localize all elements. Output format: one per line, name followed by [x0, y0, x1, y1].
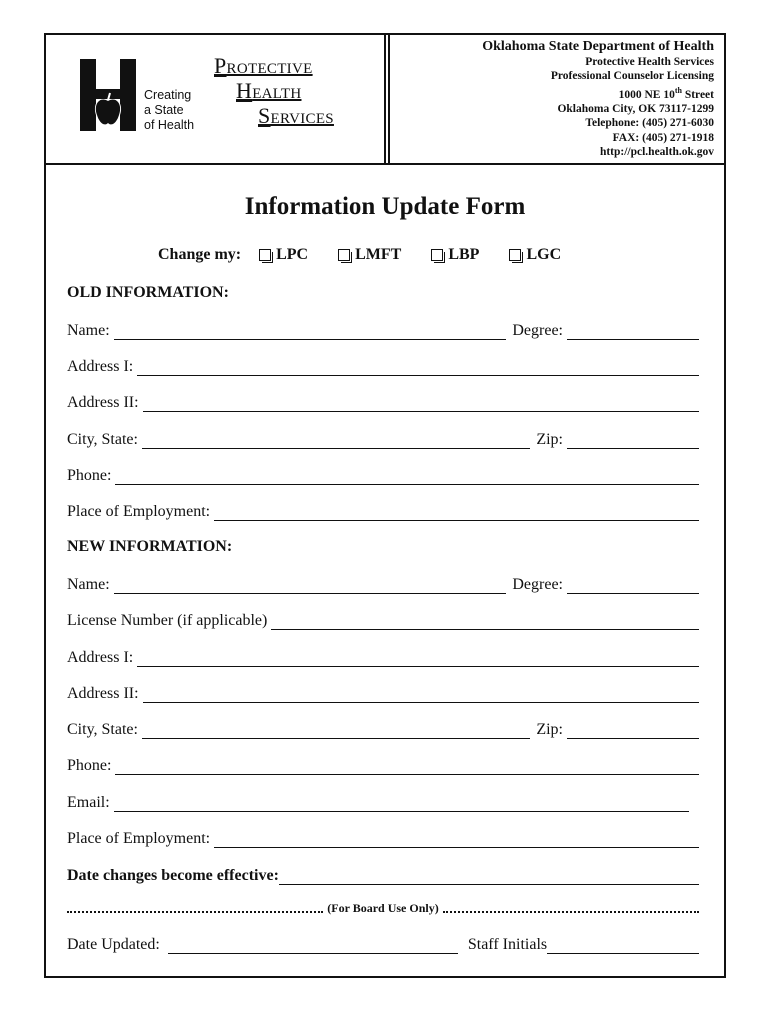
lpc-checkbox[interactable]	[259, 249, 271, 261]
new-email-input[interactable]	[114, 795, 689, 812]
change-my-label: Change my:	[158, 246, 242, 263]
option-lgc[interactable]: LGC	[509, 246, 561, 264]
street-address: 1000 NE 10th Street	[618, 85, 714, 101]
effective-date-row: Date changes become effective:	[67, 863, 699, 885]
old-degree-input[interactable]	[567, 323, 699, 340]
old-address1-row: Address I:	[67, 354, 699, 376]
service-word-health: HEALTH	[236, 78, 302, 103]
old-information-heading: OLD INFORMATION:	[67, 284, 229, 301]
lgc-checkbox[interactable]	[509, 249, 521, 261]
old-name-input[interactable]	[114, 323, 507, 340]
old-phone-row: Phone:	[67, 463, 699, 485]
dotted-rule-right	[443, 905, 699, 913]
effective-date-input[interactable]	[279, 868, 699, 885]
letterhead	[46, 35, 724, 165]
website-link[interactable]: http://pcl.health.ok.gov	[599, 146, 714, 159]
city-address: Oklahoma City, OK 73117-1299	[557, 103, 714, 116]
board-use-row: Date Updated: Staff Initials	[67, 932, 699, 954]
service-word-services: SERVICES	[258, 103, 334, 128]
license-type-selector	[158, 246, 591, 264]
new-employment-input[interactable]	[214, 831, 699, 848]
letterhead-logo-panel	[46, 35, 386, 163]
new-license-row: License Number (if applicable)	[67, 608, 699, 630]
old-address2-row: Address II:	[67, 390, 699, 412]
new-employment-row: Place of Employment:	[67, 826, 699, 848]
health-h-logo-icon	[80, 59, 136, 131]
new-zip-input[interactable]	[567, 722, 699, 739]
tagline-line-1: Creating	[144, 88, 192, 102]
date-updated-input[interactable]	[168, 937, 458, 954]
division-name: Protective Health Services	[585, 56, 714, 68]
service-word-protective: PROTECTIVE	[214, 53, 313, 78]
board-use-label: (For Board Use Only)	[327, 901, 439, 915]
program-name: Professional Counselor Licensing	[550, 70, 714, 83]
new-degree-input[interactable]	[567, 577, 699, 594]
new-name-input[interactable]	[114, 577, 507, 594]
new-address1-row: Address I:	[67, 645, 699, 667]
new-city-row: City, State: Zip:	[67, 717, 699, 739]
lmft-checkbox[interactable]	[338, 249, 350, 261]
new-city-state-input[interactable]	[142, 722, 530, 739]
tagline-line-2: a State	[144, 103, 184, 117]
telephone: Telephone: (405) 271-6030	[585, 117, 714, 130]
option-lbp[interactable]: LBP	[431, 246, 479, 264]
agency-name: Oklahoma State Department of Health	[482, 39, 714, 54]
new-email-row: Email:	[67, 790, 689, 812]
new-address2-row: Address II:	[67, 681, 699, 703]
old-name-row: Name: Degree:	[67, 318, 699, 340]
board-use-divider	[67, 901, 699, 916]
old-city-row: City, State: Zip:	[67, 427, 699, 449]
staff-initials-input[interactable]	[547, 937, 699, 954]
form-title: Information Update Form	[244, 193, 526, 220]
old-zip-input[interactable]	[567, 432, 699, 449]
new-information-heading: NEW INFORMATION:	[67, 538, 233, 555]
logo-tagline	[144, 88, 194, 133]
option-lmft[interactable]: LMFT	[338, 246, 401, 264]
old-address1-input[interactable]	[137, 359, 699, 376]
new-license-input[interactable]	[271, 613, 699, 630]
new-name-row: Name: Degree:	[67, 572, 699, 594]
option-lpc[interactable]: LPC	[259, 246, 308, 264]
lbp-checkbox[interactable]	[431, 249, 443, 261]
agency-contact-block	[482, 39, 714, 160]
fax: FAX: (405) 271-1918	[612, 131, 714, 144]
dotted-rule-left	[67, 905, 323, 913]
old-employment-input[interactable]	[214, 504, 699, 521]
new-phone-row: Phone:	[67, 753, 699, 775]
form-frame	[44, 33, 726, 978]
old-address2-input[interactable]	[143, 395, 699, 412]
old-city-state-input[interactable]	[142, 432, 530, 449]
tagline-line-3: of Health	[144, 118, 195, 132]
old-phone-input[interactable]	[115, 468, 699, 485]
new-phone-input[interactable]	[115, 758, 699, 775]
new-address2-input[interactable]	[143, 686, 699, 703]
new-address1-input[interactable]	[137, 650, 699, 667]
old-employment-row: Place of Employment:	[67, 499, 699, 521]
